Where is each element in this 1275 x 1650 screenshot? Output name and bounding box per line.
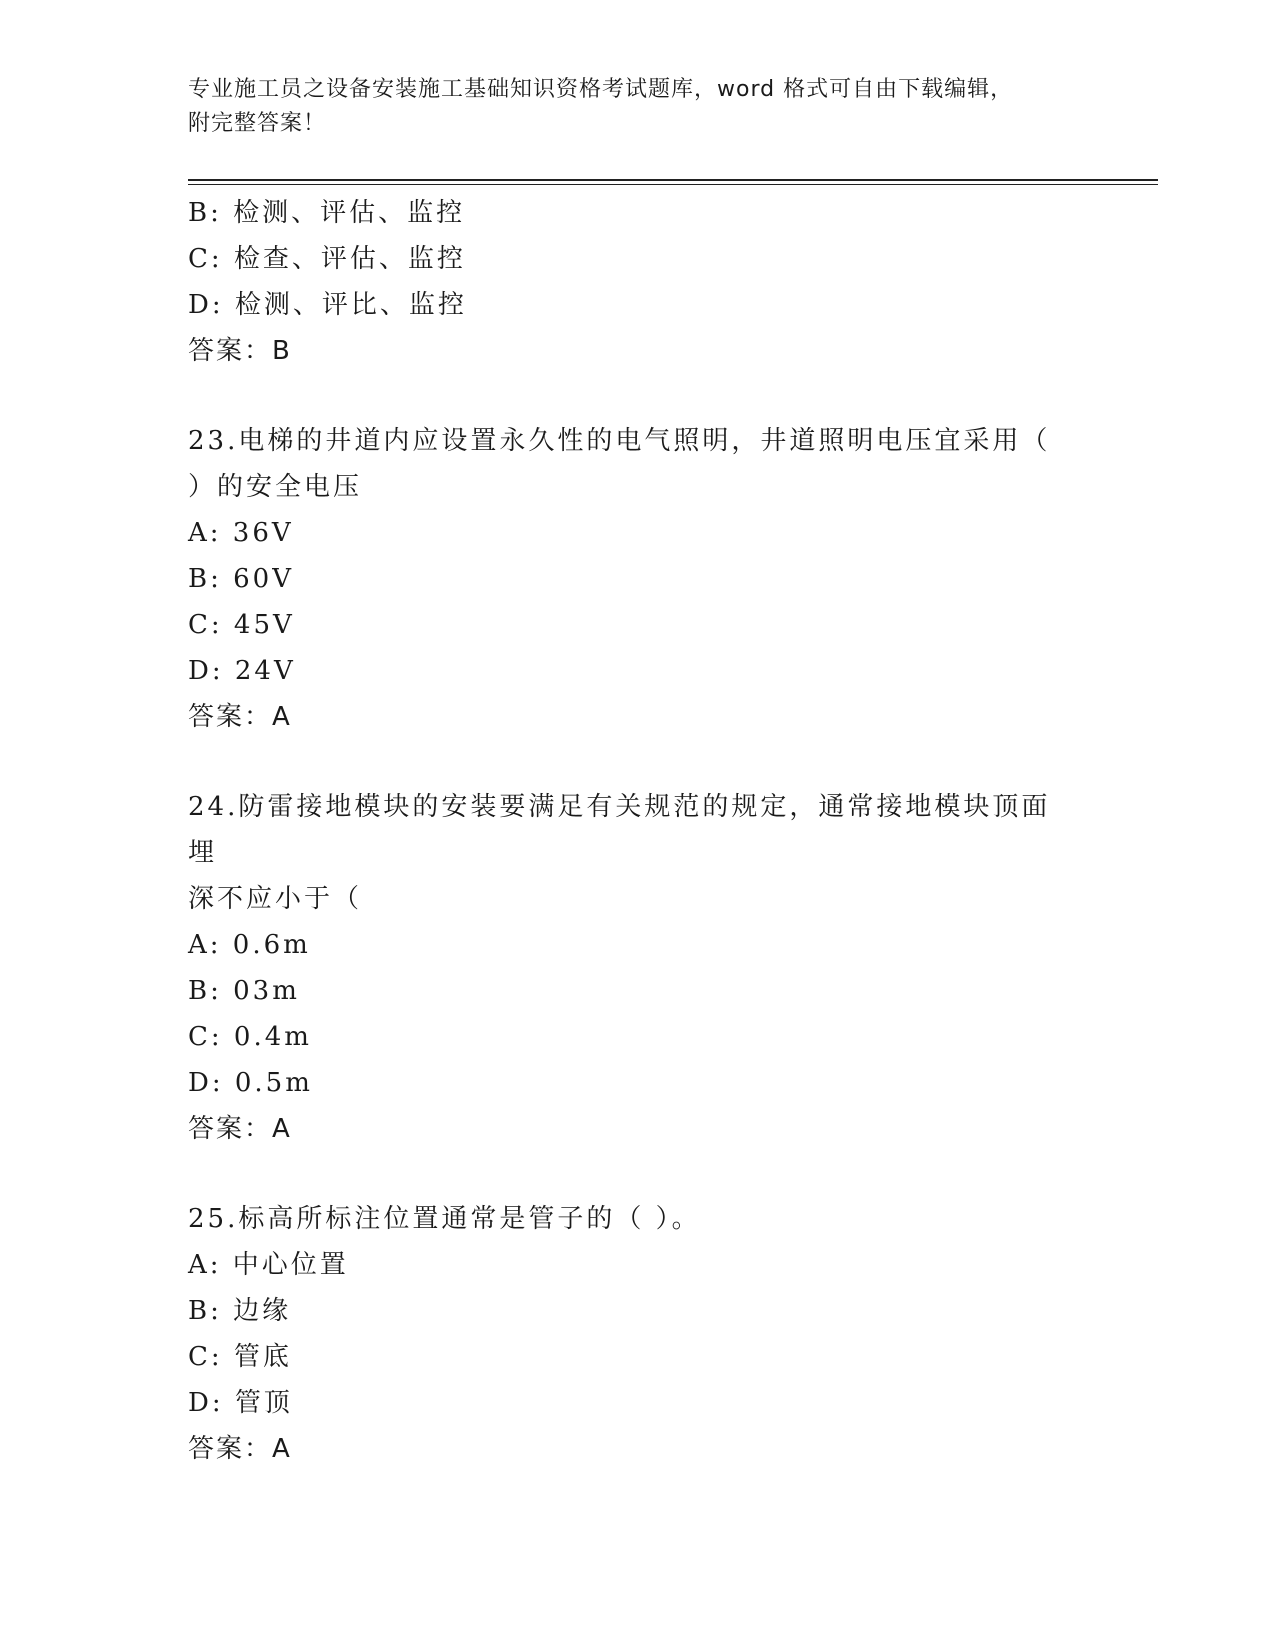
question-24	[188, 784, 1088, 1152]
question-stem-line-1: 23.电梯的井道内应设置永久性的电气照明，井道照明电压宜采用（	[188, 426, 1051, 456]
option-c: C: 管底	[188, 1342, 292, 1372]
question-stem-line-2: 深不应小于（	[188, 884, 363, 914]
option-c: C: 检查、评估、监控	[188, 244, 466, 274]
option-b: B: 03m	[188, 976, 300, 1006]
option-c: C: 45V	[188, 610, 295, 640]
question-list	[188, 190, 1088, 1472]
header-line-2: 附完整答案！	[188, 111, 327, 136]
answer-line: 答案：A	[188, 1114, 292, 1144]
header-line-1: 专业施工员之设备安装施工基础知识资格考试题库，word 格式可自由下载编辑，	[188, 77, 1014, 102]
header-divider-thin	[188, 184, 1158, 185]
option-b: B: 检测、评估、监控	[188, 198, 466, 228]
question-22-continuation	[188, 190, 1088, 374]
header-divider-thick	[188, 179, 1158, 181]
question-stem-line-2: ）的安全电压	[188, 472, 363, 502]
question-23	[188, 418, 1088, 740]
option-a: A: 36V	[188, 518, 294, 548]
question-stem	[188, 784, 1078, 922]
option-d: D: 0.5m	[188, 1068, 313, 1098]
option-a: A: 0.6m	[188, 930, 311, 960]
answer-line: 答案：A	[188, 702, 292, 732]
option-c: C: 0.4m	[188, 1022, 312, 1052]
answer-line: 答案：A	[188, 1434, 292, 1464]
option-d: D: 管顶	[188, 1388, 293, 1418]
question-stem	[188, 1196, 1078, 1242]
option-a: A: 中心位置	[188, 1250, 349, 1280]
option-d: D: 24V	[188, 656, 296, 686]
option-b: B: 60V	[188, 564, 294, 594]
question-stem-line-1: 24.防雷接地模块的安装要满足有关规范的规定，通常接地模块顶面埋	[188, 792, 1051, 868]
answer-line: 答案：B	[188, 336, 292, 366]
question-stem	[188, 418, 1078, 510]
option-d: D: 检测、评比、监控	[188, 290, 467, 320]
question-25	[188, 1196, 1088, 1472]
option-b: B: 边缘	[188, 1296, 292, 1326]
question-stem-line-1: 25.标高所标注位置通常是管子的（ ）。	[188, 1204, 701, 1234]
document-header	[188, 73, 1088, 141]
